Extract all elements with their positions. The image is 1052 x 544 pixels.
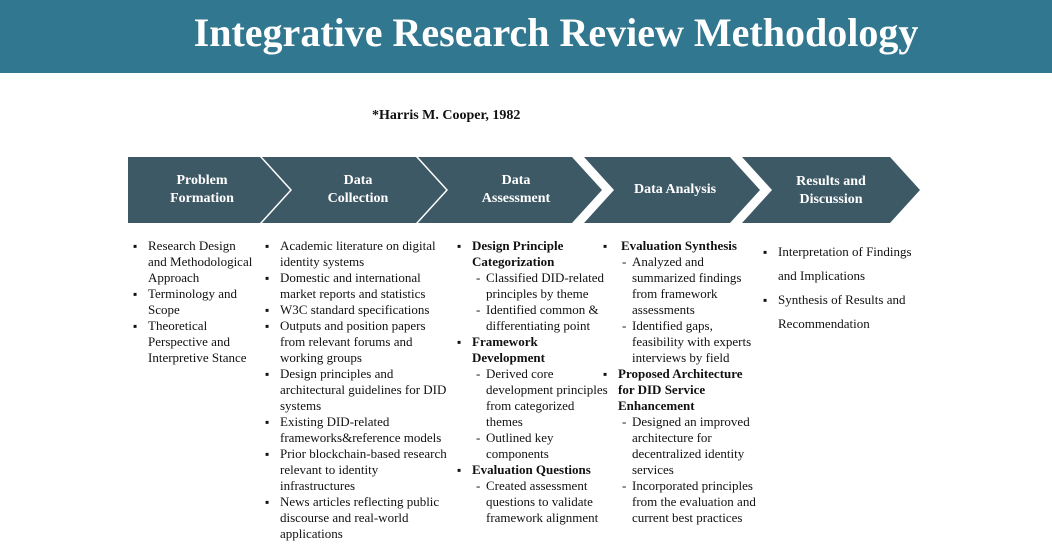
column-data-collection: [264, 238, 448, 542]
step-label-results-discussion: Results and Discussion: [796, 174, 866, 207]
item-heading: ▪ Evaluation Questions: [472, 462, 591, 477]
list-item: ▪ Theoretical Perspective and Interpretive Stance: [132, 318, 254, 366]
list-item: ▪ Interpretation of Findings and Implications: [762, 240, 924, 288]
sub-item: - Identified gaps, feasibility with experts interviews by field: [618, 318, 760, 366]
sub-item: - Outlined key components: [472, 430, 608, 462]
sub-item: - Created assessment questions to validate framework alignment: [472, 478, 608, 526]
sub-item: - Analyzed and summarized findings from framework assessments: [618, 254, 760, 318]
sub-item: - Incorporated principles from the evaluation and current best practices: [618, 478, 760, 526]
list-item: [456, 238, 608, 334]
sub-item: - Derived core development principles from categorized themes: [472, 366, 608, 430]
column-data-assessment: [456, 238, 608, 526]
list-item: ▪ Academic literature on digital identity systems: [264, 238, 448, 270]
sub-item: - Identified common & differentiating point: [472, 302, 608, 334]
list-item: ▪ Prior blockchain-based research relevant to identity infrastructures: [264, 446, 448, 494]
item-heading: ▪ Framework Development: [472, 334, 545, 365]
sub-item: - Designed an improved architecture for decentralized identity services: [618, 414, 760, 478]
list-item: ▪ Terminology and Scope: [132, 286, 254, 318]
column-problem-formation: [132, 238, 254, 366]
list-item: ▪ Synthesis of Results and Recommendation: [762, 288, 924, 336]
step-label-data-assessment: Data Assessment: [481, 173, 551, 206]
column-data-analysis: [602, 238, 760, 526]
list-item: ▪ Design principles and architectural guidelines for DID systems: [264, 366, 448, 414]
list-item: ▪ W3C standard specifications: [264, 302, 448, 318]
step-label-problem-formation: Problem Formation: [170, 173, 234, 206]
list-item: [602, 238, 760, 366]
list-item: [456, 334, 608, 462]
sub-item: - Classified DID-related principles by theme: [472, 270, 608, 302]
list-item: ▪ Domestic and international market reports and statistics: [264, 270, 448, 302]
list-item: ▪ News articles reflecting public discourse and real-world applications: [264, 494, 448, 542]
citation: *Harris M. Cooper, 1982: [372, 108, 521, 123]
step-label-data-collection: Data Collection: [327, 173, 389, 206]
list-item: ▪ Existing DID-related frameworks&reference models: [264, 414, 448, 446]
step-label-data-analysis: Data Analysis: [633, 182, 717, 197]
list-item: [456, 462, 608, 526]
column-results-discussion: [762, 240, 924, 336]
item-heading: ▪ Proposed Architecture for DID Service Enhancement: [618, 366, 743, 413]
page-title: Integrative Research Review Methodology: [193, 10, 919, 55]
list-item: [602, 366, 760, 526]
list-item: ▪ Outputs and position papers from relevant forums and working groups: [264, 318, 448, 366]
item-heading: ▪ Design Principle Categorization: [472, 238, 564, 269]
list-item: ▪ Research Design and Methodological Approach: [132, 238, 254, 286]
item-heading: ▪ Evaluation Synthesis: [621, 238, 737, 253]
